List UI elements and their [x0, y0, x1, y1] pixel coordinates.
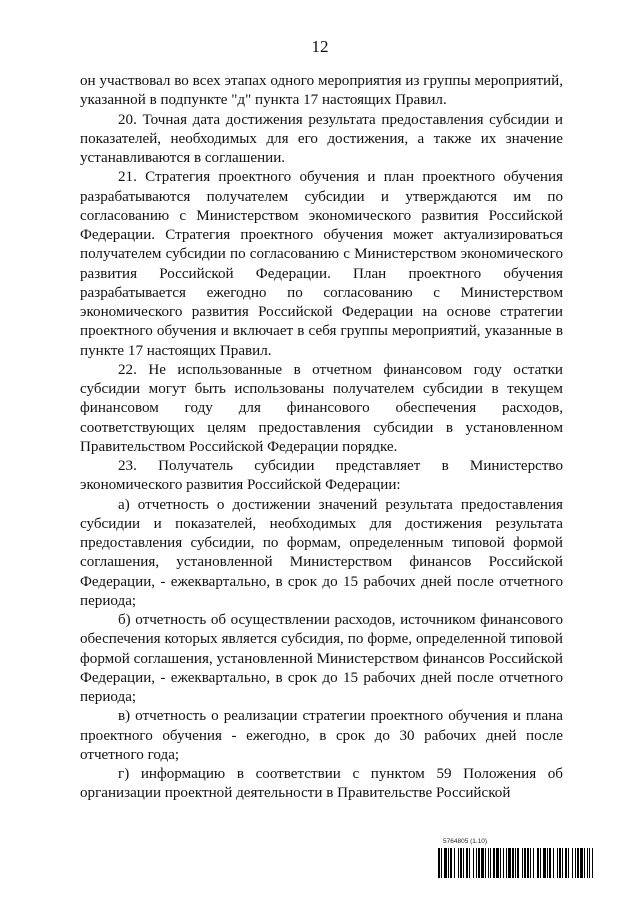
barcode-image: [438, 848, 593, 878]
barcode-block: [438, 838, 593, 880]
subparagraph-b: б) отчетность об осуществлении расходов, источником финансового обеспечения которых является субсидия, по форме, определенной типовой формой соглашения, установленной Министерством финансов Российской Федерации, - ежеквартально, в срок до 15 рабочих дней после отчетного периода;: [80, 612, 563, 705]
paragraph-20: 20. Точная дата достижения результата предоставления субсидии и показателей, необходимых для его достижения, а также их значение устанавливаются в соглашении.: [80, 111, 563, 166]
paragraph-21: 21. Стратегия проектного обучения и план проектного обучения разрабатываются получателем субсидии и утверждаются им по согласованию с Министерством экономического развития Российской Федерации. Стратегия проектного обучения может актуализироваться получателем субсидии по согласованию с Министерством экономического развития Российской Федерации. План проектного обучения разрабатывается ежегодно по согласованию с Министерством экономического развития Российской Федерации на основе стратегии проектного обучения и включает в себя группы мероприятий, указанные в пункте 17 настоящих Правил.: [80, 169, 563, 359]
page-number: 12: [311, 37, 329, 56]
paragraph-22: 22. Не использованные в отчетном финансовом году остатки субсидии могут быть использованы получателем субсидии в текущем финансовом году для финансового обеспечения расходов, соответствующих целям предоставления субсидии в установленном Правительством Российской Федерации порядке.: [80, 361, 563, 455]
subparagraph-v: в) отчетность о реализации стратегии проектного обучения и плана проектного обучения - ежегодно, в срок до 30 рабочих дней после отчетного года;: [80, 708, 563, 763]
subparagraph-g: г) информацию в соответствии с пунктом 59 Положения об организации проектной деятельности в Правительстве Российской: [80, 766, 563, 802]
subparagraph-a: а) отчетность о достижении значений результата предоставления субсидии и показателей, необходимых для достижения результата предоставления субсидии, по формам, определенным типовой формой соглашения, установленной Министерством финансов Российской Федерации, - ежеквартально, в срок до 15 рабочих дней после отчетного периода;: [80, 496, 563, 609]
barcode-label: 5764805 (1.10): [443, 838, 488, 845]
paragraph-continuation: он участвовал во всех этапах одного мероприятия из группы мероприятий, указанной в подпункте "д" пункта 17 настоящих Правил.: [80, 73, 563, 109]
document-body: [80, 72, 563, 804]
paragraph-23: 23. Получатель субсидии представляет в Министерство экономического развития Российской Федерации:: [80, 458, 563, 494]
